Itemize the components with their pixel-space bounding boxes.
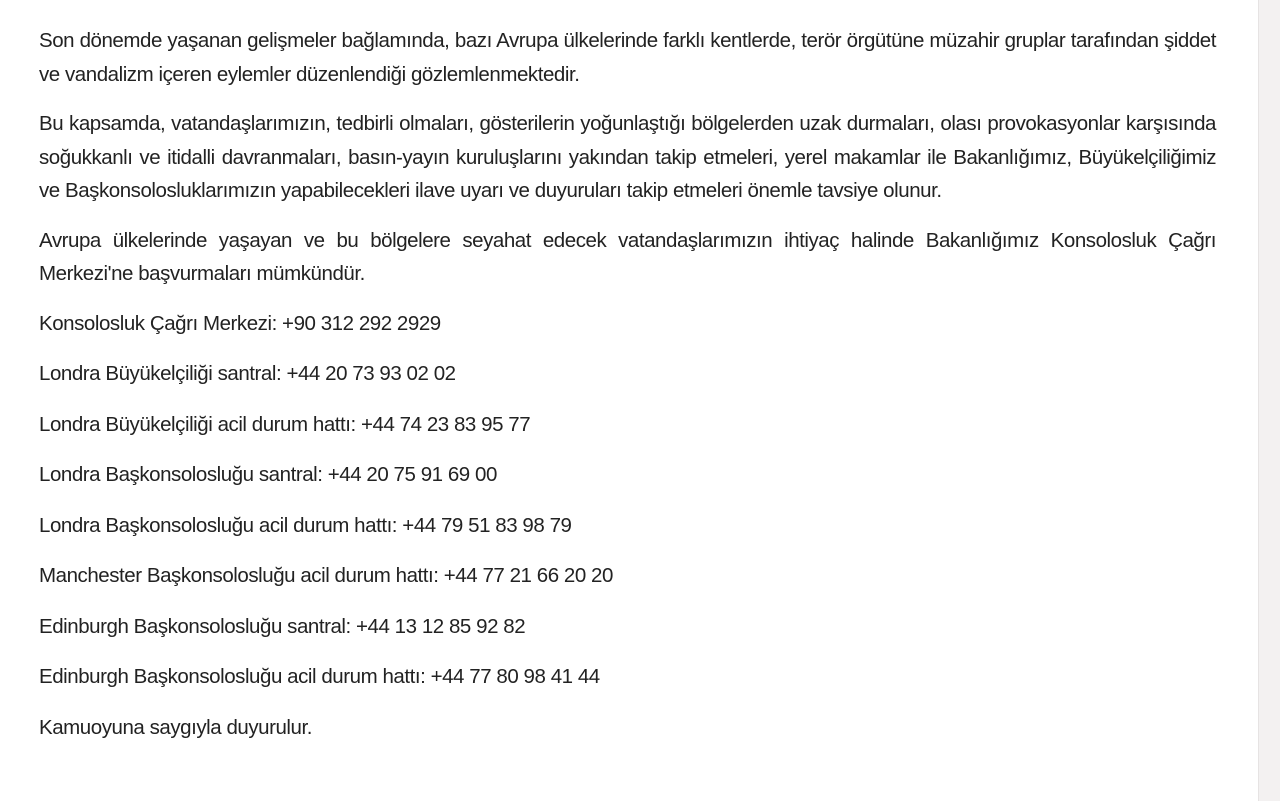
side-panel (1258, 0, 1280, 801)
contact-call-center: Konsolosluk Çağrı Merkezi: +90 312 292 2929 (39, 311, 441, 335)
announcement-body (39, 24, 1216, 753)
contact-manchester-consulate-emergency: Manchester Başkonsolosluğu acil durum hattı: +44 77 21 66 20 20 (39, 564, 613, 587)
paragraph-call-center: Avrupa ülkelerinde yaşayan ve bu bölgelere seyahat edecek vatandaşlarımızın ihtiyaç halinde Bakanlığımız Konsolosluk Çağrı Merkezi'ne başvurmaları mümkündür. (39, 228, 1216, 285)
paragraph-advice: Bu kapsamda, vatandaşlarımızın, tedbirli olmaları, gösterilerin yoğunlaştığı bölgelerden uzak durmaları, olası provokasyonlar karşısında soğukkanlı ve itidalli davranmaları, basın-yayın kuruluşlarını yakından takip etmeleri, yerel makamlar ile Bakanlığımız, Büyükelçiliğimiz ve Başkonsolosluklarımızın yapabilecekleri ilave uyarı ve duyuruları takip etmeleri önemle tavsiye olunur. (39, 112, 1216, 202)
closing-line: Kamuoyuna saygıyla duyurulur. (39, 715, 312, 739)
contact-london-consulate-switchboard: Londra Başkonsolosluğu santral: +44 20 75 91 69 00 (39, 463, 497, 486)
contact-list (39, 299, 1216, 754)
paragraph-situation: Son dönemde yaşanan gelişmeler bağlamında, bazı Avrupa ülkelerinde farklı kentlerde, terör örgütüne müzahir gruplar tarafından şiddet ve vandalizm içeren eylemler düzenlendiği gözlemlenmektedir. (39, 29, 1216, 86)
contact-london-consulate-emergency: Londra Başkonsolosluğu acil durum hattı: +44 79 51 83 98 79 (39, 513, 572, 537)
contact-edinburgh-consulate-emergency: Edinburgh Başkonsolosluğu acil durum hattı: +44 77 80 98 41 44 (39, 665, 600, 688)
contact-london-embassy-switchboard: Londra Büyükelçiliği santral: +44 20 73 93 02 02 (39, 362, 456, 385)
contact-edinburgh-consulate-switchboard: Edinburgh Başkonsolosluğu santral: +44 13 12 85 92 82 (39, 614, 526, 638)
contact-london-embassy-emergency: Londra Büyükelçiliği acil durum hattı: +44 74 23 83 95 77 (39, 412, 531, 436)
